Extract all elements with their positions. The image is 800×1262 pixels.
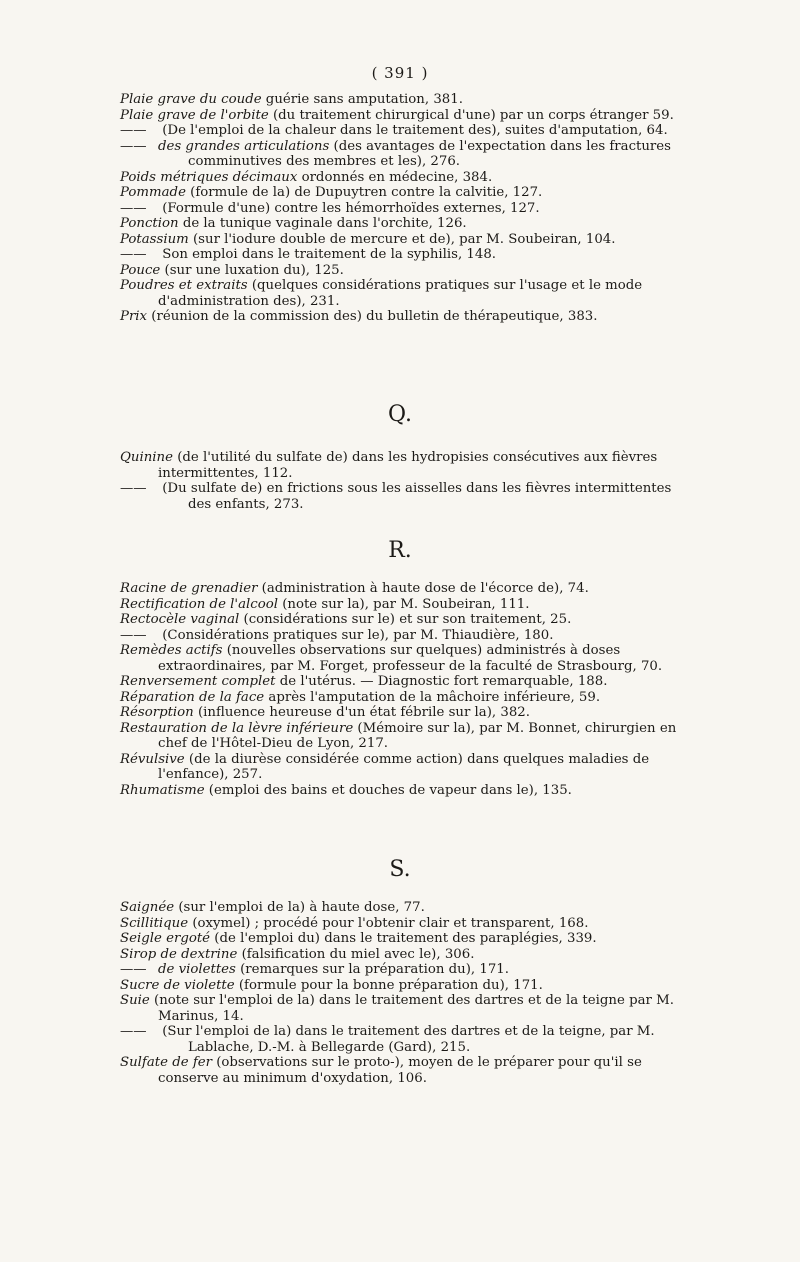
index-entry: Rectocèle vaginal (considérations sur le) et sur son traitement, 25. (120, 612, 572, 627)
index-entry: —— (Formule d'une) contre les hémorrhoïdes externes, 127. (120, 200, 540, 216)
page-number: ( 391 ) (371, 64, 429, 82)
index-entry: —— des grandes articulations (des avantages de l'expectation dans les fractures comminutives des membres et les), 276. (120, 138, 671, 169)
index-entry: Quinine (de l'utilité du sulfate de) dans les hydropisies consécutives aux fièvres intermittentes, 112. (120, 450, 658, 481)
index-entry: Saignée (sur l'emploi de la) à haute dose, 77. (120, 900, 425, 915)
index-entry: Poudres et extraits (quelques considérations pratiques sur l'usage et le mode d'administration des), 231. (120, 278, 643, 309)
index-entry: Sucre de violette (formule pour la bonne préparation du), 171. (120, 977, 543, 993)
index-entry: Plaie grave de l'orbite (du traitement chirurgical d'une) par un corps étranger 59. (120, 107, 674, 123)
index-entry: Rhumatisme (emploi des bains et douches de vapeur dans le), 135. (120, 782, 572, 798)
index-entry: Plaie grave du coude guérie sans amputation, 381. (120, 92, 463, 107)
index-entry: —— Son emploi dans le traitement de la syphilis, 148. (120, 247, 497, 262)
index-entry: Potassium (sur l'iodure double de mercure et de), par M. Soubeiran, 104. (120, 231, 616, 247)
index-entry: Seigle ergoté (de l'emploi du) dans le traitement des paraplégies, 339. (120, 931, 597, 946)
section-letter-q: Q. (388, 402, 412, 427)
index-entry: Pouce (sur une luxation du), 125. (120, 262, 344, 278)
index-entry: Pommade (formule de la) de Dupuytren contre la calvitie, 127. (120, 185, 543, 200)
index-entry: —— de violettes (remarques sur la préparation du), 171. (120, 962, 509, 977)
index-entry: Poids métriques décimaux ordonnés en médecine, 384. (120, 169, 493, 185)
index-entry: Sirop de dextrine (falsification du miel avec le), 306. (120, 946, 475, 962)
index-entry: Rectification de l'alcool (note sur la), par M. Soubeiran, 111. (120, 596, 530, 612)
index-entry: Révulsive (de la diurèse considérée comme action) dans quelques maladies de l'enfance), 257. (120, 751, 650, 782)
index-entry: Restauration de la lèvre inférieure (Mémoire sur la), par M. Bonnet, chirurgien en chef de l'Hôtel-Dieu de Lyon, 217. (120, 720, 677, 751)
index-section-r (120, 581, 680, 798)
index-entry: Réparation de la face après l'amputation de la mâchoire inférieure, 59. (120, 689, 601, 705)
index-section-s (120, 900, 680, 1086)
index-entry: Ponction de la tunique vaginale dans l'orchite, 126. (120, 216, 467, 231)
index-entry: Racine de grenadier (administration à haute dose de l'écorce de), 74. (120, 581, 589, 596)
section-letter-r: R. (388, 538, 412, 563)
index-entry: Scillitique (oxymel) ; procédé pour l'obtenir clair et transparent, 168. (120, 915, 589, 931)
index-entry: —— (Considérations pratiques sur le), par M. Thiaudière, 180. (120, 627, 554, 643)
index-entry: Sulfate de fer (observations sur le proto-), moyen de le préparer pour qu'il se conserve au minimum d'oxydation, 106. (120, 1055, 642, 1086)
index-entry: Remèdes actifs (nouvelles observations sur quelques) administrés à doses extraordinaires, par M. Forget, professeur de la faculté de Strasbourg, 70. (120, 643, 663, 674)
index-entry: —— (Du sulfate de) en frictions sous les aisselles dans les fièvres intermittentes des enfants, 273. (120, 481, 672, 512)
index-section-q (120, 450, 680, 512)
section-letter-s: S. (389, 857, 411, 882)
index-entry: Suie (note sur l'emploi de la) dans le traitement des dartres et de la teigne par M. Marinus, 14. (120, 993, 674, 1024)
index-entry: —— (De l'emploi de la chaleur dans le traitement des), suites d'amputation, 64. (120, 123, 668, 138)
index-entry: Résorption (influence heureuse d'un état fébrile sur la), 382. (120, 705, 530, 720)
index-entry: Prix (réunion de la commission des) du bulletin de thérapeutique, 383. (120, 309, 598, 324)
index-entry: —— (Sur l'emploi de la) dans le traitement des dartres et de la teigne, par M. Lablache, D.-M. à Bellegarde (Gard), 215. (120, 1024, 655, 1055)
index-section-p (120, 92, 680, 325)
index-entry: Renversement complet de l'utérus. — Diagnostic fort remarquable, 188. (120, 674, 608, 689)
